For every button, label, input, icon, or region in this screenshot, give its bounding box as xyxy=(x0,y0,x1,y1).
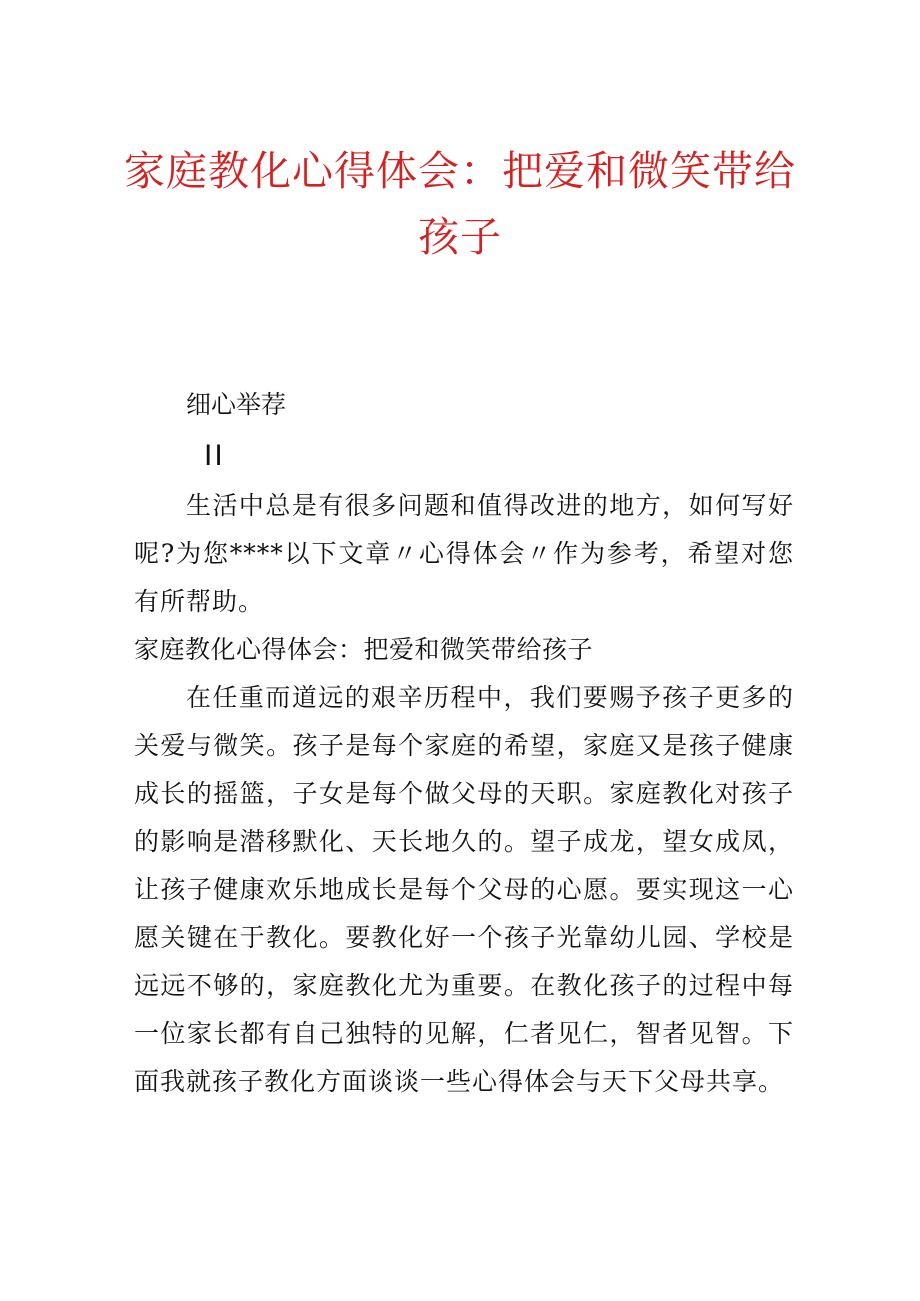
article-subtitle: 家庭教化心得体会：把爱和微笑带给孩子 xyxy=(134,635,594,664)
recommend-label: 细心举荐 xyxy=(186,390,287,419)
intro-paragraph: 生活中总是有很多问题和值得改进的地方，如何写好呢?为您****以下文章〃心得体会〃作为参考，希望对您有所帮助。 xyxy=(134,491,794,616)
section-marker: II xyxy=(204,439,225,472)
document-title: 家庭教化心得体会：把爱和微笑带给孩子 xyxy=(124,147,796,261)
body-paragraph: 在任重而道远的艰辛历程中，我们要赐予孩子更多的关爱与微笑。孩子是每个家庭的希望，家庭又是孩子健康成长的摇篮，子女是每个做父母的天职。家庭教化对孩子的影响是潜移默化、天长地久的。望子成龙，望女成凤，让孩子健康欢乐地成长是每个父母的心愿。要实现这一心愿关键在于教化。要教化好一个孩子光靠幼儿园、学校是远远不够的，家庭教化尤为重要。在教化孩子的过程中每一位家长都有自己独特的见解，仁者见仁，智者见智。下面我就孩子教化方面谈谈一些心得体会与天下父母共享。 xyxy=(134,683,794,1096)
